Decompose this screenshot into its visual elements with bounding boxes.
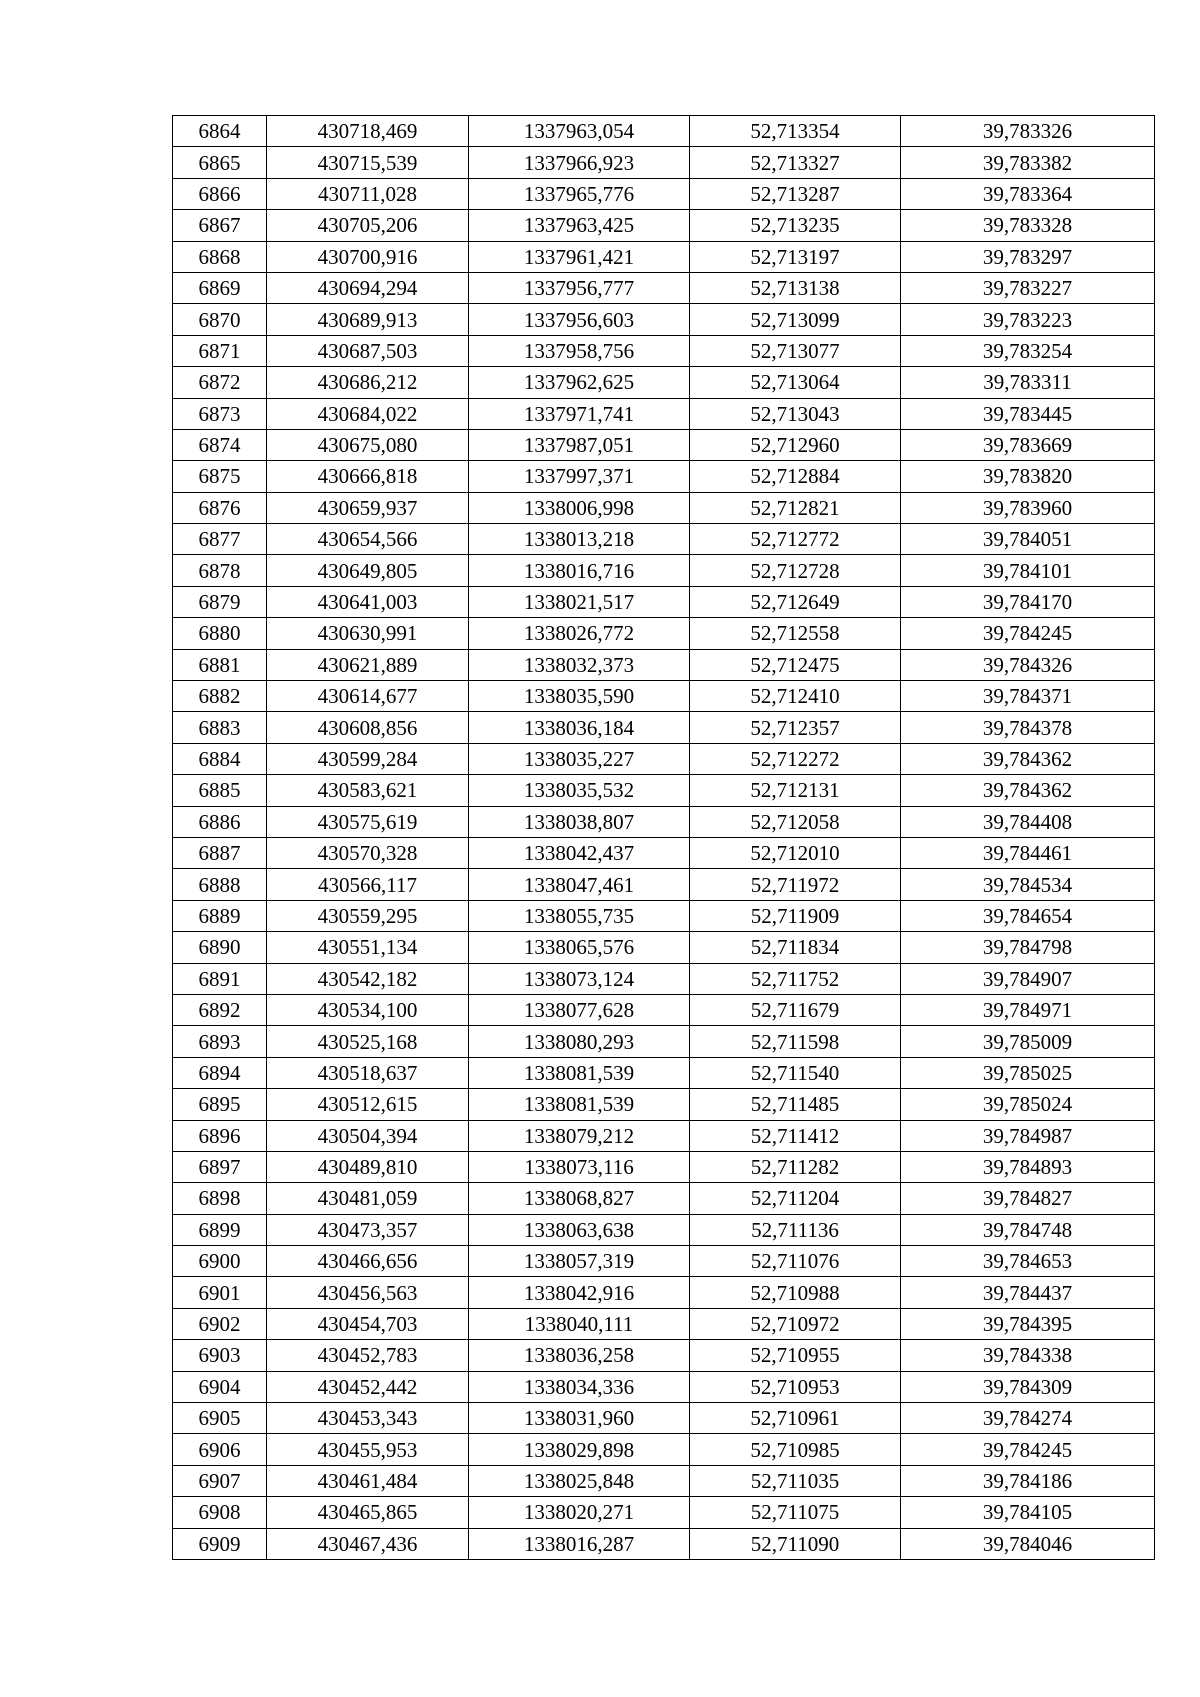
coordinates-table-body (173, 116, 1155, 1560)
x-coordinate-cell: 430599,284 (267, 743, 469, 774)
coordinates-table (172, 115, 1155, 1560)
y-coordinate-cell: 1337971,741 (469, 398, 690, 429)
y-coordinate-cell: 1337987,051 (469, 429, 690, 460)
point-number-cell: 6871 (173, 335, 267, 366)
y-coordinate-cell: 1338081,539 (469, 1089, 690, 1120)
table-row (173, 775, 1155, 806)
x-coordinate-cell: 430687,503 (267, 335, 469, 366)
longitude-cell: 39,783820 (901, 461, 1155, 492)
point-number-cell: 6895 (173, 1089, 267, 1120)
latitude-cell: 52,713287 (690, 178, 901, 209)
longitude-cell: 39,784371 (901, 681, 1155, 712)
table-row (173, 994, 1155, 1025)
table-row (173, 618, 1155, 649)
y-coordinate-cell: 1338055,735 (469, 900, 690, 931)
point-number-cell: 6890 (173, 932, 267, 963)
point-number-cell: 6904 (173, 1371, 267, 1402)
longitude-cell: 39,783445 (901, 398, 1155, 429)
point-number-cell: 6866 (173, 178, 267, 209)
table-row (173, 1151, 1155, 1182)
table-row (173, 1371, 1155, 1402)
x-coordinate-cell: 430465,865 (267, 1497, 469, 1528)
latitude-cell: 52,713197 (690, 241, 901, 272)
point-number-cell: 6868 (173, 241, 267, 272)
table-row (173, 1403, 1155, 1434)
point-number-cell: 6883 (173, 712, 267, 743)
x-coordinate-cell: 430705,206 (267, 210, 469, 241)
x-coordinate-cell: 430473,357 (267, 1214, 469, 1245)
point-number-cell: 6899 (173, 1214, 267, 1245)
longitude-cell: 39,784051 (901, 524, 1155, 555)
latitude-cell: 52,711752 (690, 963, 901, 994)
point-number-cell: 6877 (173, 524, 267, 555)
x-coordinate-cell: 430452,442 (267, 1371, 469, 1402)
longitude-cell: 39,784105 (901, 1497, 1155, 1528)
longitude-cell: 39,785009 (901, 1026, 1155, 1057)
y-coordinate-cell: 1338025,848 (469, 1465, 690, 1496)
x-coordinate-cell: 430489,810 (267, 1151, 469, 1182)
latitude-cell: 52,712058 (690, 806, 901, 837)
table-row (173, 398, 1155, 429)
y-coordinate-cell: 1338063,638 (469, 1214, 690, 1245)
latitude-cell: 52,712649 (690, 586, 901, 617)
table-row (173, 461, 1155, 492)
x-coordinate-cell: 430518,637 (267, 1057, 469, 1088)
y-coordinate-cell: 1338036,184 (469, 712, 690, 743)
longitude-cell: 39,784408 (901, 806, 1155, 837)
y-coordinate-cell: 1338081,539 (469, 1057, 690, 1088)
y-coordinate-cell: 1338034,336 (469, 1371, 690, 1402)
longitude-cell: 39,783311 (901, 367, 1155, 398)
point-number-cell: 6905 (173, 1403, 267, 1434)
point-number-cell: 6878 (173, 555, 267, 586)
table-row (173, 147, 1155, 178)
y-coordinate-cell: 1337966,923 (469, 147, 690, 178)
y-coordinate-cell: 1338035,227 (469, 743, 690, 774)
latitude-cell: 52,713077 (690, 335, 901, 366)
table-row (173, 932, 1155, 963)
latitude-cell: 52,710953 (690, 1371, 901, 1402)
latitude-cell: 52,712010 (690, 837, 901, 868)
x-coordinate-cell: 430621,889 (267, 649, 469, 680)
x-coordinate-cell: 430456,563 (267, 1277, 469, 1308)
table-row (173, 304, 1155, 335)
longitude-cell: 39,784326 (901, 649, 1155, 680)
x-coordinate-cell: 430689,913 (267, 304, 469, 335)
point-number-cell: 6886 (173, 806, 267, 837)
latitude-cell: 52,711090 (690, 1528, 901, 1559)
longitude-cell: 39,783254 (901, 335, 1155, 366)
point-number-cell: 6898 (173, 1183, 267, 1214)
latitude-cell: 52,713354 (690, 116, 901, 147)
longitude-cell: 39,783364 (901, 178, 1155, 209)
longitude-cell: 39,784653 (901, 1246, 1155, 1277)
x-coordinate-cell: 430715,539 (267, 147, 469, 178)
y-coordinate-cell: 1337965,776 (469, 178, 690, 209)
table-row (173, 586, 1155, 617)
longitude-cell: 39,784534 (901, 869, 1155, 900)
table-row (173, 712, 1155, 743)
latitude-cell: 52,712475 (690, 649, 901, 680)
table-row (173, 241, 1155, 272)
latitude-cell: 52,711035 (690, 1465, 901, 1496)
longitude-cell: 39,784971 (901, 994, 1155, 1025)
x-coordinate-cell: 430614,677 (267, 681, 469, 712)
point-number-cell: 6908 (173, 1497, 267, 1528)
y-coordinate-cell: 1337963,425 (469, 210, 690, 241)
table-row (173, 681, 1155, 712)
y-coordinate-cell: 1338026,772 (469, 618, 690, 649)
table-row (173, 367, 1155, 398)
longitude-cell: 39,784798 (901, 932, 1155, 963)
point-number-cell: 6889 (173, 900, 267, 931)
table-row (173, 743, 1155, 774)
table-row (173, 1214, 1155, 1245)
x-coordinate-cell: 430566,117 (267, 869, 469, 900)
y-coordinate-cell: 1337997,371 (469, 461, 690, 492)
point-number-cell: 6893 (173, 1026, 267, 1057)
x-coordinate-cell: 430675,080 (267, 429, 469, 460)
longitude-cell: 39,784245 (901, 618, 1155, 649)
longitude-cell: 39,784437 (901, 1277, 1155, 1308)
point-number-cell: 6906 (173, 1434, 267, 1465)
point-number-cell: 6879 (173, 586, 267, 617)
table-row (173, 272, 1155, 303)
point-number-cell: 6876 (173, 492, 267, 523)
x-coordinate-cell: 430711,028 (267, 178, 469, 209)
longitude-cell: 39,784461 (901, 837, 1155, 868)
x-coordinate-cell: 430700,916 (267, 241, 469, 272)
point-number-cell: 6885 (173, 775, 267, 806)
longitude-cell: 39,784654 (901, 900, 1155, 931)
table-row (173, 1183, 1155, 1214)
x-coordinate-cell: 430455,953 (267, 1434, 469, 1465)
y-coordinate-cell: 1338073,116 (469, 1151, 690, 1182)
longitude-cell: 39,784907 (901, 963, 1155, 994)
table-row (173, 1057, 1155, 1088)
x-coordinate-cell: 430684,022 (267, 398, 469, 429)
longitude-cell: 39,785024 (901, 1089, 1155, 1120)
y-coordinate-cell: 1338035,590 (469, 681, 690, 712)
latitude-cell: 52,711540 (690, 1057, 901, 1088)
latitude-cell: 52,710961 (690, 1403, 901, 1434)
point-number-cell: 6865 (173, 147, 267, 178)
longitude-cell: 39,784827 (901, 1183, 1155, 1214)
y-coordinate-cell: 1338020,271 (469, 1497, 690, 1528)
y-coordinate-cell: 1337961,421 (469, 241, 690, 272)
table-row (173, 210, 1155, 241)
y-coordinate-cell: 1338047,461 (469, 869, 690, 900)
latitude-cell: 52,711076 (690, 1246, 901, 1277)
longitude-cell: 39,785025 (901, 1057, 1155, 1088)
y-coordinate-cell: 1338040,111 (469, 1308, 690, 1339)
y-coordinate-cell: 1338013,218 (469, 524, 690, 555)
longitude-cell: 39,784186 (901, 1465, 1155, 1496)
longitude-cell: 39,784245 (901, 1434, 1155, 1465)
latitude-cell: 52,712131 (690, 775, 901, 806)
table-row (173, 1246, 1155, 1277)
table-row (173, 429, 1155, 460)
point-number-cell: 6907 (173, 1465, 267, 1496)
y-coordinate-cell: 1338029,898 (469, 1434, 690, 1465)
latitude-cell: 52,713064 (690, 367, 901, 398)
y-coordinate-cell: 1338079,212 (469, 1120, 690, 1151)
table-row (173, 1277, 1155, 1308)
latitude-cell: 52,710988 (690, 1277, 901, 1308)
x-coordinate-cell: 430583,621 (267, 775, 469, 806)
point-number-cell: 6884 (173, 743, 267, 774)
y-coordinate-cell: 1337963,054 (469, 116, 690, 147)
x-coordinate-cell: 430452,783 (267, 1340, 469, 1371)
point-number-cell: 6887 (173, 837, 267, 868)
table-row (173, 1120, 1155, 1151)
table-row (173, 1434, 1155, 1465)
x-coordinate-cell: 430453,343 (267, 1403, 469, 1434)
longitude-cell: 39,784378 (901, 712, 1155, 743)
table-row (173, 555, 1155, 586)
latitude-cell: 52,712558 (690, 618, 901, 649)
x-coordinate-cell: 430608,856 (267, 712, 469, 743)
latitude-cell: 52,712410 (690, 681, 901, 712)
y-coordinate-cell: 1338080,293 (469, 1026, 690, 1057)
longitude-cell: 39,784987 (901, 1120, 1155, 1151)
point-number-cell: 6864 (173, 116, 267, 147)
x-coordinate-cell: 430654,566 (267, 524, 469, 555)
latitude-cell: 52,711282 (690, 1151, 901, 1182)
table-row (173, 524, 1155, 555)
point-number-cell: 6869 (173, 272, 267, 303)
longitude-cell: 39,783223 (901, 304, 1155, 335)
point-number-cell: 6873 (173, 398, 267, 429)
latitude-cell: 52,712357 (690, 712, 901, 743)
latitude-cell: 52,712772 (690, 524, 901, 555)
y-coordinate-cell: 1338006,998 (469, 492, 690, 523)
y-coordinate-cell: 1338057,319 (469, 1246, 690, 1277)
y-coordinate-cell: 1338016,716 (469, 555, 690, 586)
latitude-cell: 52,711834 (690, 932, 901, 963)
x-coordinate-cell: 430659,937 (267, 492, 469, 523)
point-number-cell: 6875 (173, 461, 267, 492)
longitude-cell: 39,783227 (901, 272, 1155, 303)
longitude-cell: 39,784748 (901, 1214, 1155, 1245)
longitude-cell: 39,784893 (901, 1151, 1155, 1182)
y-coordinate-cell: 1338035,532 (469, 775, 690, 806)
y-coordinate-cell: 1338065,576 (469, 932, 690, 963)
latitude-cell: 52,713138 (690, 272, 901, 303)
table-row (173, 116, 1155, 147)
x-coordinate-cell: 430551,134 (267, 932, 469, 963)
x-coordinate-cell: 430570,328 (267, 837, 469, 868)
y-coordinate-cell: 1337956,777 (469, 272, 690, 303)
point-number-cell: 6896 (173, 1120, 267, 1151)
y-coordinate-cell: 1337958,756 (469, 335, 690, 366)
table-row (173, 649, 1155, 680)
x-coordinate-cell: 430454,703 (267, 1308, 469, 1339)
x-coordinate-cell: 430559,295 (267, 900, 469, 931)
y-coordinate-cell: 1338038,807 (469, 806, 690, 837)
longitude-cell: 39,784338 (901, 1340, 1155, 1371)
x-coordinate-cell: 430466,656 (267, 1246, 469, 1277)
y-coordinate-cell: 1338042,437 (469, 837, 690, 868)
point-number-cell: 6881 (173, 649, 267, 680)
latitude-cell: 52,711598 (690, 1026, 901, 1057)
x-coordinate-cell: 430525,168 (267, 1026, 469, 1057)
latitude-cell: 52,711485 (690, 1089, 901, 1120)
x-coordinate-cell: 430534,100 (267, 994, 469, 1025)
longitude-cell: 39,783326 (901, 116, 1155, 147)
x-coordinate-cell: 430575,619 (267, 806, 469, 837)
point-number-cell: 6903 (173, 1340, 267, 1371)
longitude-cell: 39,783297 (901, 241, 1155, 272)
x-coordinate-cell: 430504,394 (267, 1120, 469, 1151)
latitude-cell: 52,711679 (690, 994, 901, 1025)
latitude-cell: 52,712728 (690, 555, 901, 586)
latitude-cell: 52,710955 (690, 1340, 901, 1371)
x-coordinate-cell: 430542,182 (267, 963, 469, 994)
longitude-cell: 39,784362 (901, 775, 1155, 806)
y-coordinate-cell: 1338016,287 (469, 1528, 690, 1559)
point-number-cell: 6867 (173, 210, 267, 241)
x-coordinate-cell: 430481,059 (267, 1183, 469, 1214)
x-coordinate-cell: 430694,294 (267, 272, 469, 303)
point-number-cell: 6870 (173, 304, 267, 335)
x-coordinate-cell: 430649,805 (267, 555, 469, 586)
longitude-cell: 39,784101 (901, 555, 1155, 586)
longitude-cell: 39,783382 (901, 147, 1155, 178)
longitude-cell: 39,784274 (901, 1403, 1155, 1434)
point-number-cell: 6888 (173, 869, 267, 900)
longitude-cell: 39,784395 (901, 1308, 1155, 1339)
longitude-cell: 39,783669 (901, 429, 1155, 460)
longitude-cell: 39,784046 (901, 1528, 1155, 1559)
latitude-cell: 52,712884 (690, 461, 901, 492)
point-number-cell: 6901 (173, 1277, 267, 1308)
point-number-cell: 6882 (173, 681, 267, 712)
y-coordinate-cell: 1338036,258 (469, 1340, 690, 1371)
table-row (173, 1528, 1155, 1559)
table-row (173, 1026, 1155, 1057)
point-number-cell: 6900 (173, 1246, 267, 1277)
latitude-cell: 52,710985 (690, 1434, 901, 1465)
y-coordinate-cell: 1338042,916 (469, 1277, 690, 1308)
table-row (173, 1340, 1155, 1371)
x-coordinate-cell: 430630,991 (267, 618, 469, 649)
point-number-cell: 6894 (173, 1057, 267, 1088)
latitude-cell: 52,711909 (690, 900, 901, 931)
latitude-cell: 52,712272 (690, 743, 901, 774)
latitude-cell: 52,711204 (690, 1183, 901, 1214)
y-coordinate-cell: 1337956,603 (469, 304, 690, 335)
table-row (173, 178, 1155, 209)
latitude-cell: 52,713235 (690, 210, 901, 241)
y-coordinate-cell: 1337962,625 (469, 367, 690, 398)
table-row (173, 492, 1155, 523)
y-coordinate-cell: 1338077,628 (469, 994, 690, 1025)
latitude-cell: 52,713099 (690, 304, 901, 335)
latitude-cell: 52,711136 (690, 1214, 901, 1245)
latitude-cell: 52,713327 (690, 147, 901, 178)
x-coordinate-cell: 430641,003 (267, 586, 469, 617)
y-coordinate-cell: 1338021,517 (469, 586, 690, 617)
table-row (173, 1465, 1155, 1496)
y-coordinate-cell: 1338032,373 (469, 649, 690, 680)
table-row (173, 806, 1155, 837)
table-row (173, 963, 1155, 994)
table-row (173, 1308, 1155, 1339)
point-number-cell: 6874 (173, 429, 267, 460)
longitude-cell: 39,783960 (901, 492, 1155, 523)
point-number-cell: 6902 (173, 1308, 267, 1339)
table-row (173, 1497, 1155, 1528)
y-coordinate-cell: 1338073,124 (469, 963, 690, 994)
table-row (173, 869, 1155, 900)
table-row (173, 1089, 1155, 1120)
table-row (173, 900, 1155, 931)
point-number-cell: 6897 (173, 1151, 267, 1182)
x-coordinate-cell: 430461,484 (267, 1465, 469, 1496)
latitude-cell: 52,712960 (690, 429, 901, 460)
point-number-cell: 6909 (173, 1528, 267, 1559)
point-number-cell: 6892 (173, 994, 267, 1025)
point-number-cell: 6891 (173, 963, 267, 994)
x-coordinate-cell: 430467,436 (267, 1528, 469, 1559)
latitude-cell: 52,711972 (690, 869, 901, 900)
longitude-cell: 39,784170 (901, 586, 1155, 617)
x-coordinate-cell: 430686,212 (267, 367, 469, 398)
point-number-cell: 6880 (173, 618, 267, 649)
latitude-cell: 52,711412 (690, 1120, 901, 1151)
y-coordinate-cell: 1338031,960 (469, 1403, 690, 1434)
x-coordinate-cell: 430512,615 (267, 1089, 469, 1120)
y-coordinate-cell: 1338068,827 (469, 1183, 690, 1214)
x-coordinate-cell: 430718,469 (267, 116, 469, 147)
latitude-cell: 52,712821 (690, 492, 901, 523)
latitude-cell: 52,711075 (690, 1497, 901, 1528)
point-number-cell: 6872 (173, 367, 267, 398)
latitude-cell: 52,713043 (690, 398, 901, 429)
longitude-cell: 39,784309 (901, 1371, 1155, 1402)
longitude-cell: 39,783328 (901, 210, 1155, 241)
table-row (173, 335, 1155, 366)
x-coordinate-cell: 430666,818 (267, 461, 469, 492)
table-row (173, 837, 1155, 868)
latitude-cell: 52,710972 (690, 1308, 901, 1339)
longitude-cell: 39,784362 (901, 743, 1155, 774)
